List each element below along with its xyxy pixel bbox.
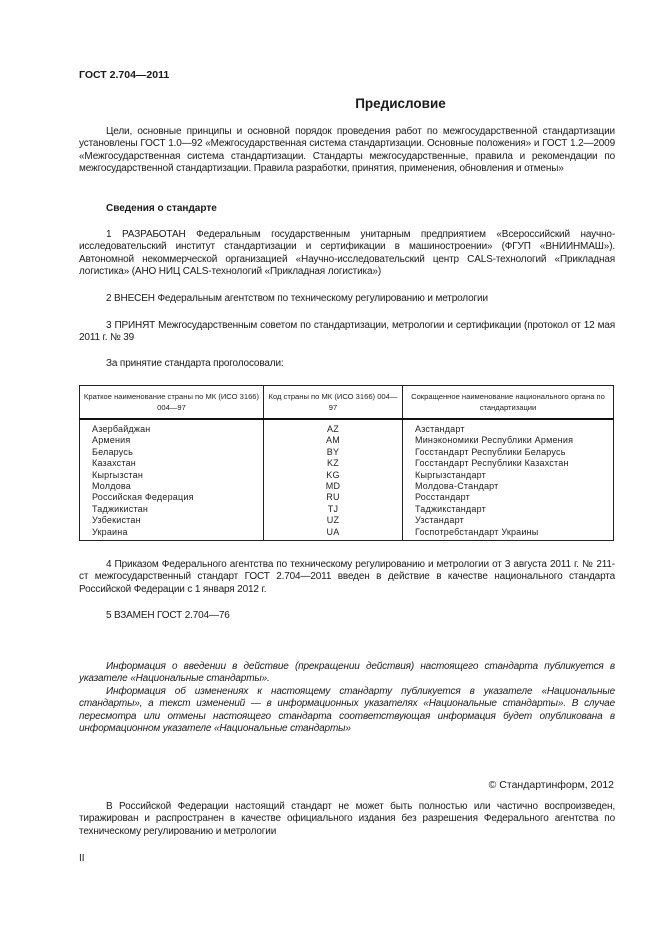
table-header-row xyxy=(80,386,614,420)
country-cell: Украина xyxy=(80,527,264,541)
code-cell: KG xyxy=(264,470,403,481)
item-2-paragraph xyxy=(79,293,615,305)
body-cell: Госстандарт Республики Казахстан xyxy=(403,458,614,469)
rights-text: В Российской Федерации настоящий стандарт не может быть полностью или частично воспроизведен, тиражирован и распространен в качестве официального издания без разрешения Федерального агентства по техническому регулированию и метрологии xyxy=(79,801,615,837)
body-cell: Госпотребстандарт Украины xyxy=(403,527,614,541)
column-header-country: Краткое наименование страны по МК (ИСО 3166) 004—97 xyxy=(80,386,264,420)
table-row xyxy=(80,492,614,503)
notice-text-2: Информация об изменениях к настоящему стандарту публикуется в указателе «Национальные стандарты», а текст изменений — в информационных указателях «Национальные стандарты». В случае пересмотра или отмены настоящего стандарта соответствующая информация будет опубликована в информационном указателе «Национальные стандарты» xyxy=(79,686,615,735)
code-cell: AM xyxy=(264,435,403,446)
item-5-text: 5 ВЗАМЕН ГОСТ 2.704—76 xyxy=(106,610,230,621)
voting-countries-table xyxy=(79,385,614,541)
document-id-header: ГОСТ 2.704—2011 xyxy=(79,69,170,81)
table-row xyxy=(80,458,614,469)
table-row xyxy=(80,447,614,458)
vote-intro-paragraph xyxy=(79,358,615,370)
code-cell: UZ xyxy=(264,515,403,526)
body-cell: Росстандарт xyxy=(403,492,614,503)
table-row xyxy=(80,527,614,541)
item-5-paragraph xyxy=(79,610,615,622)
notice-paragraph-2 xyxy=(79,686,615,736)
item-1-paragraph xyxy=(79,229,615,279)
table-row xyxy=(80,481,614,492)
intro-paragraph xyxy=(79,126,615,176)
code-cell: KZ xyxy=(264,458,403,469)
country-cell: Кыргызстан xyxy=(80,470,264,481)
code-cell: UA xyxy=(264,527,403,541)
rights-paragraph xyxy=(79,801,615,838)
column-header-body: Сокращенное наименование национального органа по стандартизации xyxy=(403,386,614,420)
vote-intro-text: За принятие стандарта проголосовали: xyxy=(106,358,284,369)
body-cell: Таджикстандарт xyxy=(403,504,614,515)
table-row xyxy=(80,470,614,481)
copyright-notice: © Стандартинформ, 2012 xyxy=(488,779,614,791)
notice-text-1: Информация о введении в действие (прекращении действия) настоящего стандарта публикуется в указателе «Национальные стандарты». xyxy=(79,661,615,685)
item-4-paragraph xyxy=(79,559,615,596)
table-row xyxy=(80,435,614,446)
code-cell: BY xyxy=(264,447,403,458)
body-cell: Кыргызстандарт xyxy=(403,470,614,481)
body-cell: Минэкономики Республики Армения xyxy=(403,435,614,446)
section-heading: Сведения о стандарте xyxy=(106,203,217,214)
body-cell: Азстандарт xyxy=(403,419,614,435)
table-row xyxy=(80,515,614,526)
item-1-text: 1 РАЗРАБОТАН Федеральным государственным унитарным предприятием «Всероссийский научно-исследовательский институт стандартизации и сертификации в машиностроении» (ФГУП «ВНИИНМАШ»). Автономной некоммерческой организацией «Научно-исследовательский центр CALS-технологий «Прикладная логистика» (АНО НИЦ CALS-технологий «Прикладная логистика») xyxy=(79,229,615,278)
country-cell: Беларусь xyxy=(80,447,264,458)
item-3-text: 3 ПРИНЯТ Межгосударственным советом по стандартизации, метрологии и сертификации (протокол от 12 мая 2011 г. № 39 xyxy=(79,320,615,344)
page-number: II xyxy=(79,853,85,864)
body-cell: Госстандарт Республики Беларусь xyxy=(403,447,614,458)
code-cell: TJ xyxy=(264,504,403,515)
page-title: Предисловие xyxy=(355,96,446,111)
item-2-text: 2 ВНЕСЕН Федеральным агентством по техническому регулированию и метрологии xyxy=(106,293,488,304)
code-cell: RU xyxy=(264,492,403,503)
column-header-code: Код страны по МК (ИСО 3166) 004—97 xyxy=(264,386,403,420)
code-cell: MD xyxy=(264,481,403,492)
country-cell: Азербайджан xyxy=(80,419,264,435)
item-3-paragraph xyxy=(79,320,615,345)
table-row xyxy=(80,419,614,435)
country-cell: Казахстан xyxy=(80,458,264,469)
body-cell: Молдова-Стандарт xyxy=(403,481,614,492)
country-cell: Узбекистан xyxy=(80,515,264,526)
country-cell: Таджикистан xyxy=(80,504,264,515)
table-row xyxy=(80,504,614,515)
country-cell: Российская Федерация xyxy=(80,492,264,503)
item-4-text: 4 Приказом Федерального агентства по техническому регулированию и метрологии от 3 августа 2011 г. № 211-ст межгосударственный стандарт ГОСТ 2.704—2011 введен в действие в качестве национального стандарта Российской Федерации с 1 января 2012 г. xyxy=(79,559,615,595)
country-cell: Армения xyxy=(80,435,264,446)
body-cell: Узстандарт xyxy=(403,515,614,526)
intro-text: Цели, основные принципы и основной порядок проведения работ по межгосударственной стандартизации установлены ГОСТ 1.0—92 «Межгосударственная система стандартизации. Основные положения» и ГОСТ 1.2—2009 «Межгосударственная система стандартизации. Стандарты межгосударственные, правила и рекомендации по межгосударственной стандартизации. Правила разработки, принятия, применения, обновления и отмены» xyxy=(79,126,615,175)
code-cell: AZ xyxy=(264,419,403,435)
notice-paragraph-1 xyxy=(79,661,615,686)
country-cell: Молдова xyxy=(80,481,264,492)
